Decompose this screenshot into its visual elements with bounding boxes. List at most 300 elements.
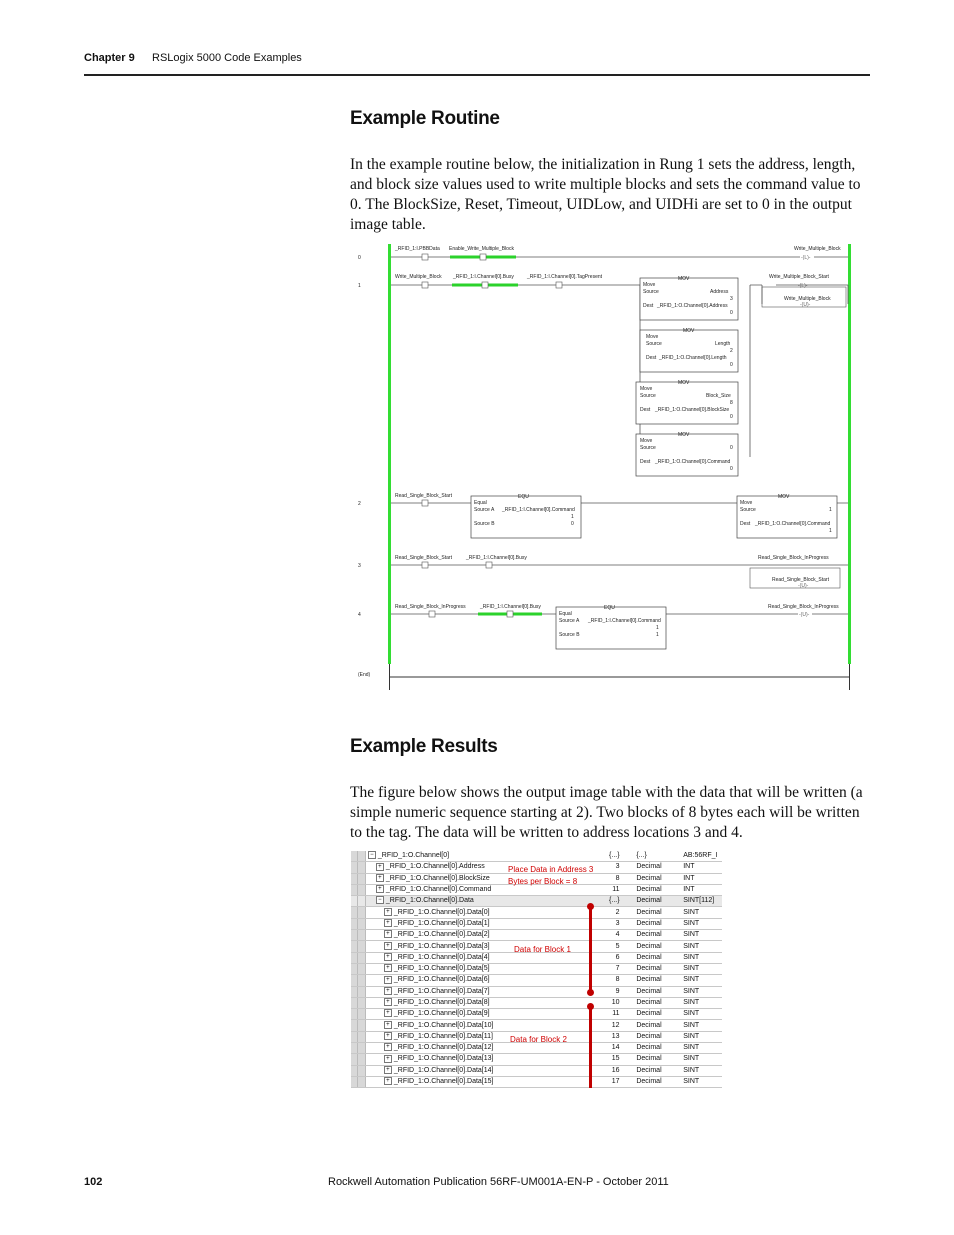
mov-block-1: [640, 276, 738, 320]
table-row[interactable]: [351, 986, 722, 997]
svg-text:EQU: EQU: [604, 605, 615, 611]
svg-text:_RFID_1:O.Channel[0].Address: _RFID_1:O.Channel[0].Address: [657, 303, 728, 309]
svg-text:0: 0: [730, 414, 733, 420]
svg-text:1: 1: [829, 507, 832, 513]
expand-icon[interactable]: +: [384, 908, 392, 916]
expand-icon[interactable]: +: [384, 1055, 392, 1063]
tag-data-type: SINT[112]: [681, 896, 722, 907]
spacer-cell: [622, 1043, 635, 1054]
svg-text:_RFID_1:O.Channel[0].Command: _RFID_1:O.Channel[0].Command: [655, 459, 731, 465]
tag-data-type: SINT: [681, 997, 722, 1008]
table-row[interactable]: [351, 930, 722, 941]
tag-data-type: SINT: [681, 918, 722, 929]
row-gutter: [358, 1020, 365, 1031]
expand-icon[interactable]: +: [384, 930, 392, 938]
tag-data-type: SINT: [681, 986, 722, 997]
expand-icon[interactable]: +: [384, 964, 392, 972]
expand-icon[interactable]: +: [376, 863, 384, 871]
tag-name-cell: [365, 851, 515, 862]
svg-text:_RFID_1:O.Channel[0].Command: _RFID_1:O.Channel[0].Command: [755, 521, 831, 527]
spacer-cell: [622, 1065, 635, 1076]
tag-style: Decimal: [634, 918, 681, 929]
tag-data-type: SINT: [681, 952, 722, 963]
spacer-cell: [622, 851, 635, 862]
ladder-diagram: [350, 242, 860, 692]
mov-block-2: [640, 328, 738, 372]
spacer-cell: [515, 1054, 594, 1065]
table-row[interactable]: [351, 963, 722, 974]
row-gutter: [358, 997, 365, 1008]
tag-style: Decimal: [634, 1043, 681, 1054]
expand-icon[interactable]: +: [384, 953, 392, 961]
rung-4-coil: Read_Single_Block_InProgress: [768, 604, 839, 610]
expand-icon[interactable]: +: [384, 1009, 392, 1017]
page-number: 102: [84, 1176, 103, 1188]
row-gutter: [358, 896, 365, 907]
expand-icon[interactable]: +: [376, 874, 384, 882]
tag-name: _RFID_1:O.Channel[0].Data[9]: [393, 1010, 490, 1018]
spacer-cell: [622, 975, 635, 986]
spacer-cell: [515, 1020, 594, 1031]
svg-text:Dest: Dest: [740, 521, 751, 527]
spacer-cell: [515, 907, 594, 918]
svg-text:Dest: Dest: [640, 459, 651, 465]
spacer-cell: [622, 884, 635, 895]
rung-3-coil-1: Read_Single_Block_InProgress: [758, 555, 829, 561]
tag-style: Decimal: [634, 986, 681, 997]
tag-data-type: SINT: [681, 1076, 722, 1087]
annotation-block-size: Bytes per Block = 8: [508, 877, 578, 886]
tag-style: Decimal: [634, 1065, 681, 1076]
row-gutter: [351, 896, 358, 907]
spacer-cell: [622, 1009, 635, 1020]
example-routine-heading: Example Routine: [350, 108, 500, 129]
tag-data-type: AB:56RF_I: [681, 851, 722, 862]
spacer-cell: [515, 884, 594, 895]
equ-block-2: [556, 605, 666, 649]
row-gutter: [351, 884, 358, 895]
mov-block-3: [636, 380, 738, 424]
tag-name-cell: [365, 918, 515, 929]
spacer-cell: [515, 1076, 594, 1087]
svg-text:_RFID_1:O.Channel[0].BlockSize: _RFID_1:O.Channel[0].BlockSize: [655, 407, 730, 413]
tag-name: _RFID_1:O.Channel[0].Data[15]: [393, 1078, 494, 1086]
tag-value[interactable]: 11: [594, 1009, 622, 1020]
row-gutter: [351, 986, 358, 997]
expand-icon[interactable]: +: [384, 1032, 392, 1040]
table-row[interactable]: [351, 884, 722, 895]
row-gutter: [358, 1009, 365, 1020]
tag-style: Decimal: [634, 975, 681, 986]
tag-name: _RFID_1:O.Channel[0].Data[5]: [393, 965, 490, 973]
tag-data-type: SINT: [681, 1009, 722, 1020]
row-gutter: [351, 873, 358, 884]
svg-text:Source: Source: [646, 341, 662, 347]
tag-style: Decimal: [634, 963, 681, 974]
svg-text:3: 3: [730, 296, 733, 302]
tag-name-cell: [365, 930, 515, 941]
tag-name-cell: [365, 1009, 515, 1020]
tag-value[interactable]: 13: [594, 1031, 622, 1042]
annotation-block-1: Data for Block 1: [514, 945, 571, 954]
tag-name-cell: [365, 963, 515, 974]
svg-text:Dest: Dest: [643, 303, 654, 309]
row-gutter: [351, 1054, 358, 1065]
expand-icon[interactable]: +: [384, 1066, 392, 1074]
tag-name: _RFID_1:O.Channel[0].Data[10]: [393, 1021, 494, 1029]
tag-table: [351, 851, 722, 1088]
rung-1-contact-1: Write_Multiple_Block: [395, 274, 442, 280]
table-row[interactable]: [351, 907, 722, 918]
tag-value[interactable]: 17: [594, 1076, 622, 1087]
tag-value[interactable]: 10: [594, 997, 622, 1008]
tag-name: _RFID_1:O.Channel[0].Data[0]: [393, 908, 490, 916]
svg-text:0: 0: [730, 310, 733, 316]
svg-text:Source A: Source A: [474, 507, 495, 513]
row-gutter: [358, 941, 365, 952]
row-gutter: [351, 1065, 358, 1076]
rung-1-number: 1: [358, 283, 361, 289]
rung-0-contact-2: Enable_Write_Multiple_Block: [449, 246, 514, 252]
spacer-cell: [515, 1043, 594, 1054]
tag-name-cell: [365, 1031, 515, 1042]
tag-name-cell: [365, 862, 515, 873]
tag-data-type: SINT: [681, 963, 722, 974]
collapse-icon[interactable]: −: [368, 851, 376, 859]
rung-3-contact-1: Read_Single_Block_Start: [395, 555, 452, 561]
tag-value[interactable]: 6: [594, 952, 622, 963]
tag-value[interactable]: {...}: [594, 896, 622, 907]
row-gutter: [358, 1031, 365, 1042]
svg-text:Source B: Source B: [474, 521, 495, 527]
svg-text:MOV: MOV: [678, 380, 690, 386]
expand-icon[interactable]: +: [384, 1077, 392, 1085]
row-gutter: [351, 975, 358, 986]
spacer-cell: [622, 873, 635, 884]
expand-icon[interactable]: +: [384, 1021, 392, 1029]
spacer-cell: [622, 930, 635, 941]
svg-text:Equal: Equal: [559, 611, 572, 617]
svg-text:Move: Move: [640, 438, 653, 444]
svg-text:Address: Address: [710, 289, 729, 295]
table-row[interactable]: [351, 1020, 722, 1031]
tag-style: Decimal: [634, 907, 681, 918]
tag-data-type: SINT: [681, 975, 722, 986]
row-gutter: [358, 918, 365, 929]
tag-style: Decimal: [634, 1031, 681, 1042]
expand-icon[interactable]: +: [384, 998, 392, 1006]
svg-text:Source: Source: [640, 445, 656, 451]
tag-name-cell: [365, 1020, 515, 1031]
spacer-cell: [515, 896, 594, 907]
tag-name: _RFID_1:O.Channel[0].Data[7]: [393, 987, 490, 995]
svg-text:1: 1: [829, 528, 832, 534]
row-gutter: [351, 862, 358, 873]
tag-data-type: SINT: [681, 930, 722, 941]
svg-text:0: 0: [730, 466, 733, 472]
end-label: (End): [358, 672, 371, 678]
tag-value[interactable]: 2: [594, 907, 622, 918]
tag-data-type: SINT: [681, 1065, 722, 1076]
tag-data-type: SINT: [681, 907, 722, 918]
expand-icon[interactable]: +: [384, 976, 392, 984]
svg-text:0: 0: [730, 445, 733, 451]
tag-name-cell: [365, 986, 515, 997]
tag-value[interactable]: 9: [594, 986, 622, 997]
tag-name: _RFID_1:O.Channel[0].BlockSize: [385, 874, 490, 882]
publication-info: Rockwell Automation Publication 56RF-UM001A-EN-P - October 2011: [328, 1176, 669, 1188]
row-gutter: [358, 1043, 365, 1054]
row-gutter: [358, 907, 365, 918]
tag-name: _RFID_1:O.Channel[0].Data: [385, 897, 474, 905]
row-gutter: [358, 963, 365, 974]
svg-text:2: 2: [730, 348, 733, 354]
row-gutter: [351, 997, 358, 1008]
tag-name: _RFID_1:O.Channel[0].Data[12]: [393, 1044, 494, 1052]
row-gutter: [358, 975, 365, 986]
rung-2-number: 2: [358, 501, 361, 507]
tag-value[interactable]: 15: [594, 1054, 622, 1065]
rung-1-coil-2: Write_Multiple_Block: [784, 296, 831, 302]
tag-style: Decimal: [634, 862, 681, 873]
spacer-cell: [622, 1020, 635, 1031]
chapter-title: RSLogix 5000 Code Examples: [152, 52, 302, 64]
tag-name-cell: [365, 952, 515, 963]
tag-value[interactable]: 14: [594, 1043, 622, 1054]
tag-name-cell: [365, 1054, 515, 1065]
table-row[interactable]: [351, 997, 722, 1008]
block-1-bracket: [589, 906, 592, 992]
rung-4-contact-1: Read_Single_Block_InProgress: [395, 604, 466, 610]
tag-data-type: INT: [681, 884, 722, 895]
svg-text:8: 8: [730, 400, 733, 406]
tag-value[interactable]: 8: [594, 873, 622, 884]
tag-data-type: SINT: [681, 1043, 722, 1054]
spacer-cell: [622, 862, 635, 873]
svg-text:_RFID_1:I.Channel[0].Command: _RFID_1:I.Channel[0].Command: [502, 507, 575, 513]
table-row[interactable]: [351, 851, 722, 862]
example-routine-paragraph: In the example routine below, the initialization in Rung 1 sets the address, length, and block size values used to write multiple blocks and sets the command value to 0. The BlockSize, Reset, Timeout, UIDLow, and UIDHi are set to 0 in the output image table.: [350, 156, 861, 233]
rung-2-contact-1: Read_Single_Block_Start: [395, 493, 452, 499]
tag-data-type: SINT: [681, 1031, 722, 1042]
tag-style: Decimal: [634, 941, 681, 952]
tag-name: _RFID_1:O.Channel[0].Data[6]: [393, 976, 490, 984]
row-gutter: [358, 862, 365, 873]
spacer-cell: [622, 1031, 635, 1042]
row-gutter: [358, 851, 365, 862]
example-results-heading: Example Results: [350, 736, 498, 757]
svg-text:-(U)-: -(U)-: [800, 302, 811, 308]
spacer-cell: [515, 918, 594, 929]
annotation-block-2: Data for Block 2: [510, 1035, 567, 1044]
tag-name-cell: [365, 896, 515, 907]
tag-name: _RFID_1:O.Channel[0].Data[14]: [393, 1066, 494, 1074]
table-row[interactable]: [351, 1065, 722, 1076]
spacer-cell: [622, 918, 635, 929]
expand-icon[interactable]: +: [376, 885, 384, 893]
tag-name: _RFID_1:O.Channel[0].Data[2]: [393, 931, 490, 939]
svg-text:0: 0: [730, 362, 733, 368]
table-row[interactable]: [351, 896, 722, 907]
tag-name-cell: [365, 975, 515, 986]
spacer-cell: [622, 963, 635, 974]
table-row[interactable]: [351, 1054, 722, 1065]
rung-1-coil-1: Write_Multiple_Block_Start: [769, 274, 829, 280]
table-row[interactable]: [351, 1076, 722, 1087]
left-power-rail: [388, 244, 391, 664]
tag-name: _RFID_1:O.Channel[0].Command: [385, 886, 492, 894]
svg-text:_RFID_1:O.Channel[0].Length: _RFID_1:O.Channel[0].Length: [659, 355, 727, 361]
tag-name-cell: [365, 1065, 515, 1076]
table-row[interactable]: [351, 1009, 722, 1020]
tag-data-type: SINT: [681, 1054, 722, 1065]
row-gutter: [351, 1031, 358, 1042]
table-row[interactable]: [351, 1043, 722, 1054]
tag-name-cell: [365, 997, 515, 1008]
table-row[interactable]: [351, 975, 722, 986]
expand-icon[interactable]: +: [384, 942, 392, 950]
spacer-cell: [515, 930, 594, 941]
spacer-cell: [622, 896, 635, 907]
svg-text:Source A: Source A: [559, 618, 580, 624]
tag-value[interactable]: 5: [594, 941, 622, 952]
spacer-cell: [622, 952, 635, 963]
rung-3-coil-2: Read_Single_Block_Start: [772, 577, 829, 583]
equ-block-1: [471, 494, 581, 538]
svg-text:MOV: MOV: [683, 328, 695, 334]
expand-icon[interactable]: +: [384, 919, 392, 927]
spacer-cell: [515, 1009, 594, 1020]
mov-block-4: [636, 432, 738, 476]
svg-text:Dest: Dest: [646, 355, 657, 361]
tag-value[interactable]: 8: [594, 975, 622, 986]
rung-0-coil: Write_Multiple_Block: [794, 246, 841, 252]
tag-value[interactable]: 7: [594, 963, 622, 974]
rung-1-contact-3: _RFID_1:I.Channel[0].TagPresent: [527, 274, 603, 280]
tag-style: {...}: [634, 851, 681, 862]
row-gutter: [358, 884, 365, 895]
tag-name-cell: [365, 1076, 515, 1087]
tag-data-type: INT: [681, 873, 722, 884]
svg-text:0: 0: [571, 521, 574, 527]
spacer-cell: [515, 963, 594, 974]
tag-value[interactable]: 11: [594, 884, 622, 895]
block-2-bracket: [589, 1006, 592, 1088]
svg-text:Move: Move: [640, 386, 653, 392]
spacer-cell: [515, 1065, 594, 1076]
spacer-cell: [622, 1054, 635, 1065]
chapter-label: Chapter 9: [84, 52, 135, 64]
svg-text:-(L)-: -(L)-: [798, 283, 808, 289]
tag-value[interactable]: 12: [594, 1020, 622, 1031]
row-gutter: [351, 851, 358, 862]
mov-block-5: [737, 494, 837, 538]
tag-name-cell: [365, 1043, 515, 1054]
svg-text:EQU: EQU: [518, 494, 529, 500]
tag-style: Decimal: [634, 896, 681, 907]
header-rule: [84, 74, 870, 76]
row-gutter: [351, 930, 358, 941]
row-gutter: [351, 963, 358, 974]
tag-style: Decimal: [634, 873, 681, 884]
spacer-cell: [622, 986, 635, 997]
svg-text:Source: Source: [640, 393, 656, 399]
tag-style: Decimal: [634, 930, 681, 941]
spacer-cell: [515, 851, 594, 862]
row-gutter: [351, 941, 358, 952]
tag-data-type: INT: [681, 862, 722, 873]
row-gutter: [358, 873, 365, 884]
rung-1-contact-2: _RFID_1:I.Channel[0].Busy: [453, 274, 514, 280]
tag-name-cell: [365, 941, 515, 952]
spacer-cell: [622, 1076, 635, 1087]
svg-text:-(U)-: -(U)-: [798, 583, 809, 589]
tag-style: Decimal: [634, 1076, 681, 1087]
tag-style: Decimal: [634, 884, 681, 895]
svg-text:-(U)-: -(U)-: [799, 612, 810, 618]
svg-text:Move: Move: [646, 334, 659, 340]
svg-text:MOV: MOV: [678, 432, 690, 438]
tag-style: Decimal: [634, 997, 681, 1008]
tag-style: Decimal: [634, 1020, 681, 1031]
row-gutter: [358, 986, 365, 997]
tag-style: Decimal: [634, 952, 681, 963]
spacer-cell: [622, 941, 635, 952]
row-gutter: [351, 1020, 358, 1031]
spacer-cell: [515, 986, 594, 997]
tag-value[interactable]: 4: [594, 930, 622, 941]
tag-name: _RFID_1:O.Channel[0].Data[3]: [393, 942, 490, 950]
row-gutter: [358, 1054, 365, 1065]
tag-style: Decimal: [634, 1054, 681, 1065]
row-gutter: [358, 1076, 365, 1087]
right-power-rail: [848, 244, 851, 664]
svg-text:Source: Source: [740, 507, 756, 513]
row-gutter: [358, 1065, 365, 1076]
svg-text:1: 1: [656, 632, 659, 638]
svg-text:Source B: Source B: [559, 632, 580, 638]
spacer-cell: [622, 907, 635, 918]
row-gutter: [351, 907, 358, 918]
tag-style: Decimal: [634, 1009, 681, 1020]
tag-value[interactable]: 16: [594, 1065, 622, 1076]
tag-value[interactable]: 3: [594, 918, 622, 929]
example-results-paragraph: The figure below shows the output image table with the data that will be written (a simple numeric sequence starting at 2). Two blocks of 8 bytes each will be written to the tag. The data will be written to address locations 3 and 4.: [350, 784, 863, 841]
tag-value[interactable]: 3: [594, 862, 622, 873]
annotation-address: Place Data in Address 3: [508, 865, 594, 874]
row-gutter: [351, 1043, 358, 1054]
collapse-icon[interactable]: −: [376, 896, 384, 904]
spacer-cell: [515, 975, 594, 986]
tag-name: _RFID_1:O.Channel[0].Data[1]: [393, 919, 490, 927]
spacer-cell: [515, 997, 594, 1008]
row-gutter: [351, 952, 358, 963]
svg-text:1: 1: [656, 625, 659, 631]
tag-name-cell: [365, 907, 515, 918]
tag-name: _RFID_1:O.Channel[0].Data[8]: [393, 999, 490, 1006]
svg-text:Move: Move: [740, 500, 753, 506]
expand-icon[interactable]: +: [384, 987, 392, 995]
table-row[interactable]: [351, 918, 722, 929]
svg-text:Move: Move: [643, 282, 656, 288]
tag-name: _RFID_1:O.Channel[0].Address: [385, 863, 485, 871]
tag-name: _RFID_1:O.Channel[0]: [377, 852, 450, 860]
tag-name: _RFID_1:O.Channel[0].Data[4]: [393, 953, 490, 961]
tag-value[interactable]: {...}: [594, 851, 622, 862]
rung-4-number: 4: [358, 612, 361, 618]
expand-icon[interactable]: +: [384, 1043, 392, 1051]
rung-3-contact-2: _RFID_1:I.Channel[0].Busy: [466, 555, 527, 561]
